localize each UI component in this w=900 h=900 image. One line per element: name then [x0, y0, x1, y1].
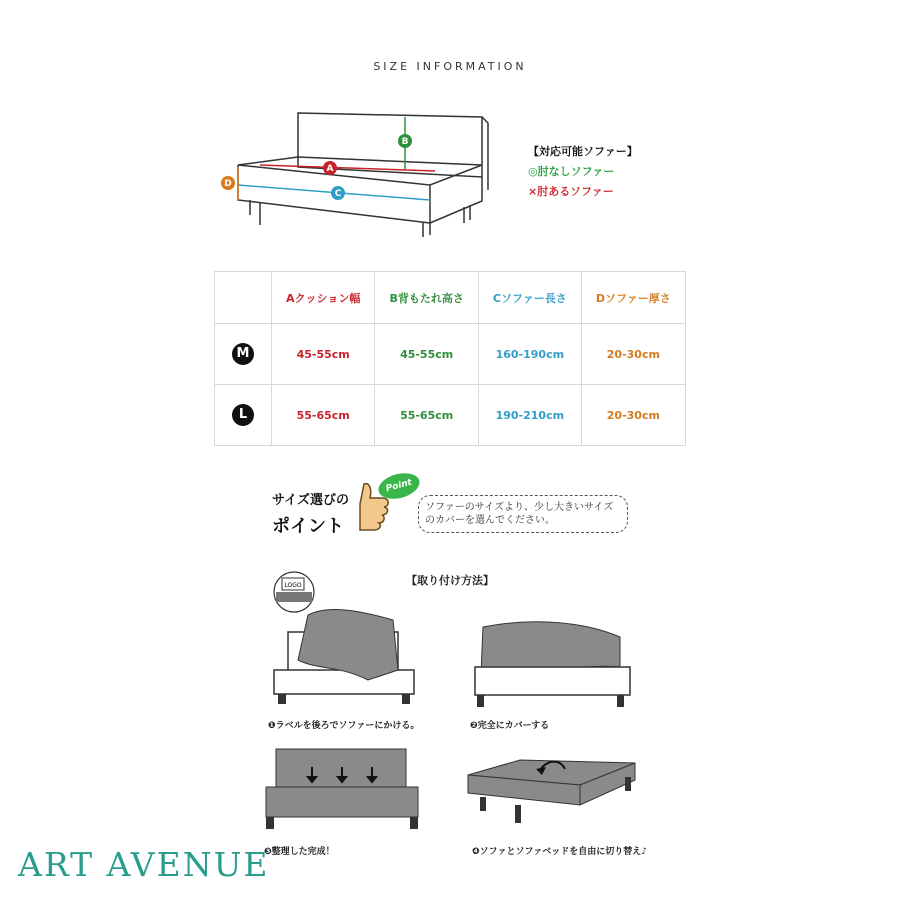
table-cell: 20-30cm: [581, 324, 685, 385]
label-d: D: [224, 179, 232, 189]
table-cell: 45-55cm: [375, 324, 479, 385]
compat-ng: ×肘あるソファー: [528, 185, 614, 198]
step4-illustration: [460, 745, 640, 840]
label-a: A: [326, 164, 334, 174]
point-badge: Point: [376, 469, 423, 503]
table-cell: 20-30cm: [581, 385, 685, 446]
size-l-badge: L: [232, 404, 254, 426]
table-row: [215, 324, 686, 385]
header-a: Aクッション幅: [272, 272, 375, 324]
compat-ok: ◎肘なしソファー: [528, 165, 615, 178]
table-cell: 160-190cm: [478, 324, 581, 385]
header-d: Dソファー厚さ: [581, 272, 685, 324]
install-title: 【取り付け方法】: [406, 574, 494, 587]
step4-caption: ❹ソファとソファベッドを自由に切り替え♪: [472, 847, 648, 857]
sofa-dimension-diagram: [220, 105, 500, 240]
compat-heading: 【対応可能ソファー】: [528, 145, 638, 158]
table-row: [215, 385, 686, 446]
table-header-row: [215, 272, 686, 324]
step3-caption: ❸整理した完成！: [264, 847, 335, 857]
table-cell: 55-65cm: [375, 385, 479, 446]
size-table: [214, 271, 686, 446]
brand-logo: ART AVENUE: [18, 845, 270, 884]
table-cell: 55-65cm: [272, 385, 375, 446]
header-b: B背もたれ高さ: [375, 272, 479, 324]
size-point-heading: [272, 489, 349, 538]
label-b: B: [401, 137, 409, 147]
inset-label: LOGO: [284, 582, 302, 589]
label-c: C: [334, 189, 342, 199]
step2-caption: ❷完全にカバーする: [470, 721, 550, 731]
compatibility-legend: [528, 142, 638, 202]
step1-illustration: [268, 570, 428, 712]
table-cell: 190-210cm: [478, 385, 581, 446]
size-m-badge: M: [232, 343, 254, 365]
advice-bubble: ソファーのサイズより、少し大きいサイズのカバーを選んでください。: [418, 495, 628, 533]
point-line2: ポイント: [272, 516, 344, 537]
size-info-title: SIZE INFORMATION: [373, 60, 527, 73]
header-c: Cソファー長さ: [478, 272, 581, 324]
point-line1: サイズ選びの: [272, 493, 349, 508]
step2-illustration: [465, 612, 635, 712]
table-cell: 45-55cm: [272, 324, 375, 385]
step3-illustration: [262, 745, 422, 835]
step1-caption: ❶ラベルを後ろでソファーにかける。: [268, 721, 420, 731]
empty-header-cell: [215, 272, 272, 324]
